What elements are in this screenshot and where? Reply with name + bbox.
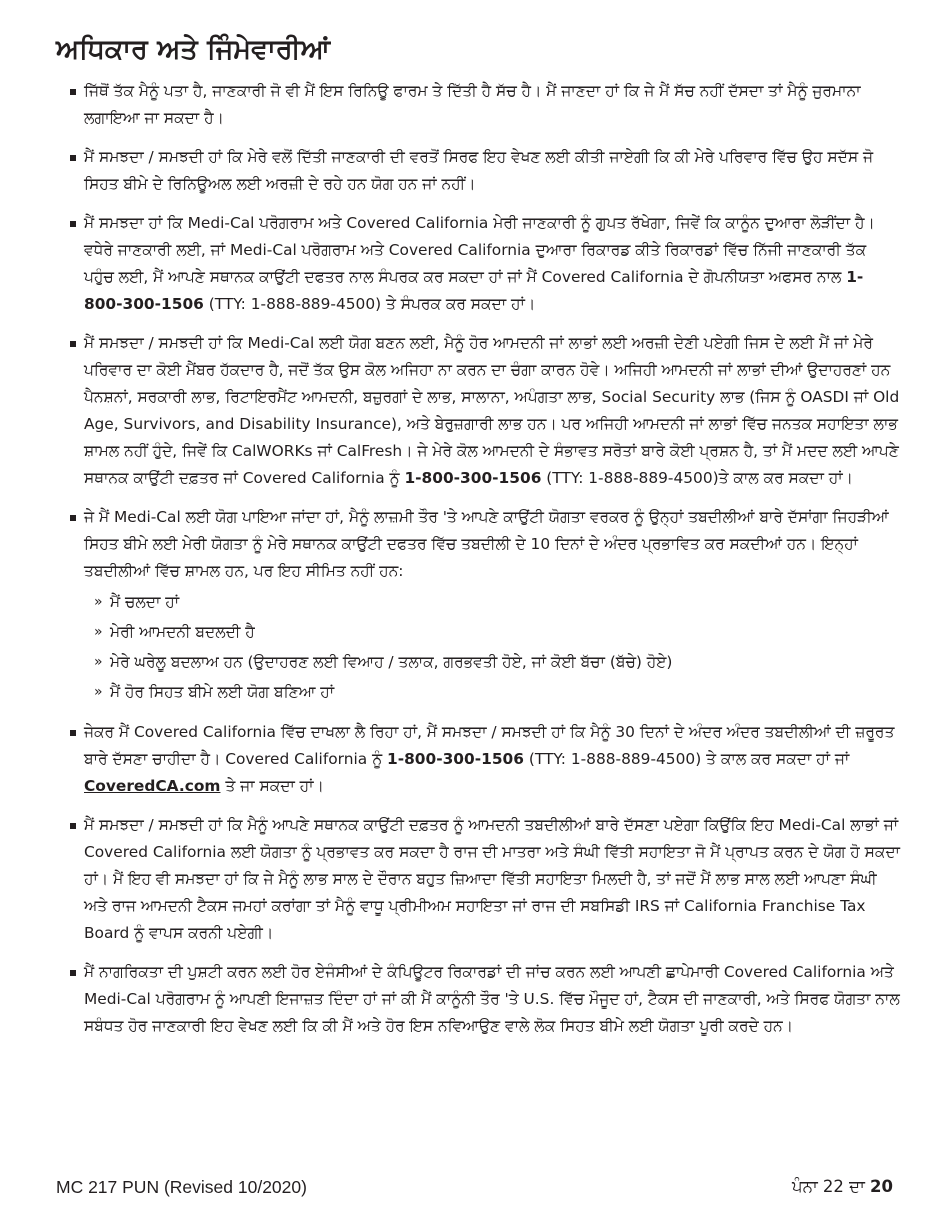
sub-list-item: » ਮੇਰੇ ਘਰੇਲੂ ਬਦਲਾਅ ਹਨ (ਉਦਾਹਰਣ ਲਈ ਵਿਆਹ / ਤਲਾਕ, ਗਰਭਵਤੀ ਹੋਏ, ਜਾਂ ਕੋਈ ਬੱਚਾ (ਬੱਚੇ) ਹੋਏ) xyxy=(94,647,900,677)
item-text: (TTY: 1-888-889-4500) ਤੇ ਕਾਲ ਕਰ ਸਕਦਾ ਹਾਂ ਜਾਂ xyxy=(523,750,850,768)
phone-number: 1-800-300-1506 xyxy=(386,750,524,768)
sub-list-item: » ਮੈਂ ਚਲਦਾ ਹਾਂ xyxy=(94,587,900,617)
rights-content xyxy=(70,78,900,1052)
page-title: ਅਧਿਕਾਰ ਅਤੇ ਜਿੰਮੇਵਾਰੀਆਂ xyxy=(56,34,331,65)
item-text: (TTY: 1-888-889-4500)ਤੇ ਕਾਲ ਕਰ ਸਕਦਾ ਹਾਂ। xyxy=(541,469,853,487)
list-item-other-income xyxy=(70,330,900,492)
item-text: ਮੈਂ ਸਮਝਦਾ / ਸਮਝਦੀ ਹਾਂ ਕਿ Medi-Cal ਲਈ ਯੋਗ ਬਣਨ ਲਈ, ਮੈਨੂੰ ਹੋਰ ਆਮਦਨੀ ਜਾਂ ਲਾਭਾਂ ਲਈ ਅਰਜ਼ੀ ਦੇਣੀ ਪਏਗੀ ਜਿਸ ਦੇ ਲਈ ਮੈਂ ਜਾਂ ਮੇਰੇ ਪਰਿਵਾਰ ਦਾ ਕੋਈ ਮੈਂਬਰ ਹੱਕਦਾਰ ਹੈ, ਜਦੋਂ ਤੱਕ ਉਸ ਕੋਲ ਅਜਿਹਾ ਨਾ ਕਰਨ ਦਾ ਚੰਗਾ ਕਾਰਨ ਹੋਵੇ। ਅਜਿਹੀ ਆਮਦਨੀ ਜਾਂ ਲਾਭਾਂ ਦੀਆਂ ਉਦਾਹਰਣਾਂ ਹਨ ਪੈਨਸ਼ਨਾਂ, ਸਰਕਾਰੀ ਲਾਭ, ਰਿਟਾਇਰਮੈਂਟ ਆਮਦਨੀ, ਬਜ਼ੁਰਗਾਂ ਦੇ ਲਾਭ, ਸਾਲਾਨਾ, ਅਪੰਗਤਾ ਲਾਭ, Social Security ਲਾਭ (ਜਿਸ ਨੂੰ OASDI ਜਾਂ Old Age, Survivors, and Disability Insurance), ਅਤੇ ਬੇਰੁਜ਼ਗਾਰੀ ਲਾਭ ਹਨ। ਪਰ ਅਜਿਹੀ ਆਮਦਨੀ ਜਾਂ ਲਾਭਾਂ ਵਿੱਚ ਜਨਤਕ ਸਹਾਇਤਾ ਲਾਭ ਸ਼ਾਮਲ ਨਹੀਂ ਹੁੰਦੇ, ਜਿਵੇਂ ਕਿ CalWORKs ਜਾਂ CalFresh। ਜੇ ਮੇਰੇ ਕੋਲ ਆਮਦਨੀ ਦੇ ਸੰਭਾਵਤ ਸਰੋਤਾਂ ਬਾਰੇ ਕੋਈ ਪ੍ਰਸ਼ਨ ਹੈ, ਤਾਂ ਮੈਂ ਮਦਦ ਲਈ ਆਪਣੇ ਸਥਾਨਕ ਕਾਉਂਟੀ ਦਫ਼ਤਰ ਜਾਂ Covered California ਨੂੰ xyxy=(84,334,900,487)
sub-list-item: » ਮੇਰੀ ਆਮਦਨੀ ਬਦਲਦੀ ਹੈ xyxy=(94,617,900,647)
list-item-covered-california-changes xyxy=(70,719,900,800)
coveredca-link[interactable]: CoveredCA.com xyxy=(84,777,221,795)
list-item-records-check xyxy=(70,959,900,1040)
page-total: 20 xyxy=(870,1177,893,1196)
list-item-accuracy xyxy=(70,78,900,132)
item-text: ਜੇਕਰ ਮੈਂ Covered California ਵਿੱਚ ਦਾਖਲਾ ਲੈ ਰਿਹਾ ਹਾਂ, ਮੈਂ ਸਮਝਦਾ / ਸਮਝਦੀ ਹਾਂ ਕਿ ਮੈਨੂੰ 30 ਦਿਨਾਂ ਦੇ ਅੰਦਰ ਅੰਦਰ ਤਬਦੀਲੀਆਂ ਦੀ ਜ਼ਰੂਰਤ ਬਾਰੇ ਦੱਸਣਾ ਚਾਹੀਦਾ ਹੈ। Covered California ਨੂੰ xyxy=(84,723,895,768)
list-item-privacy xyxy=(70,210,900,318)
item-text: ਜਿੱਥੋਂ ਤੱਕ ਮੈਨੂੰ ਪਤਾ ਹੈ, ਜਾਣਕਾਰੀ ਜੋ ਵੀ ਮੈਂ ਇਸ ਰਿਨਿਊ ਫਾਰਮ ਤੇ ਦਿੱਤੀ ਹੈ ਸੱਚ ਹੈ। ਮੈਂ ਜਾਣਦਾ ਹਾਂ ਕਿ ਜੇ ਮੈਂ ਸੱਚ ਨਹੀਂ ਦੱਸਦਾ ਤਾਂ ਮੈਨੂੰ ਜੁਰਮਾਨਾ ਲਗਾਇਆ ਜਾ ਸਕਦਾ ਹੈ। xyxy=(84,82,861,127)
phone-number: 1-800-300-1506 xyxy=(404,469,542,487)
item-text: ਮੈਂ ਨਾਗਰਿਕਤਾ ਦੀ ਪੁਸ਼ਟੀ ਕਰਨ ਲਈ ਹੋਰ ਏਜੰਸੀਆਂ ਦੇ ਕੰਪਿਊਟਰ ਰਿਕਾਰਡਾਂ ਦੀ ਜਾਂਚ ਕਰਨ ਲਈ ਆਪਣੀ ਛਾਪੇਮਾਰੀ Covered California ਅਤੇ Medi-Cal ਪਰੋਗਰਾਮ ਨੂੰ ਆਪਣੀ ਇਜਾਜ਼ਤ ਦਿੰਦਾ ਹਾਂ ਜਾਂ ਕੀ ਮੈਂ ਕਾਨੂੰਨੀ ਤੌਰ 'ਤੇ U.S. ਵਿੱਚ ਮੌਜੂਦ ਹਾਂ, ਟੈਕਸ ਦੀ ਜਾਣਕਾਰੀ, ਅਤੇ ਸਿਰਫ ਯੋਗਤਾ ਨਾਲ ਸਬੰਧਤ ਹੋਰ ਜਾਣਕਾਰੀ ਇਹ ਵੇਖਣ ਲਈ ਕਿ ਕੀ ਮੈਂ ਅਤੇ ਹੋਰ ਇਸ ਨਵਿਆਉਣ ਵਾਲੇ ਲੋਕ ਸਿਹਤ ਬੀਮੇ ਲਈ ਯੋਗਤਾ ਪੂਰੀ ਕਰਦੇ ਹਨ। xyxy=(84,963,900,1035)
item-text: ਮੈਂ ਸਮਝਦਾ / ਸਮਝਦੀ ਹਾਂ ਕਿ ਮੇਰੇ ਵਲੋਂ ਦਿੱਤੀ ਜਾਣਕਾਰੀ ਦੀ ਵਰਤੋਂ ਸਿਰਫ ਇਹ ਵੇਖਣ ਲਈ ਕੀਤੀ ਜਾਏਗੀ ਕਿ ਕੀ ਮੇਰੇ ਪਰਿਵਾਰ ਵਿੱਚ ਉਹ ਸਦੱਸ ਜੋ ਸਿਹਤ ਬੀਮੇ ਦੇ ਰਿਨਿਊਅਲ ਲਈ ਅਰਜ਼ੀ ਦੇ ਰਹੇ ਹਨ ਯੋਗ ਹਨ ਜਾਂ ਨਹੀਂ। xyxy=(84,148,874,193)
changes-sub-list xyxy=(84,587,900,707)
item-text: (TTY: 1-888-889-4500) ਤੇ ਸੰਪਰਕ ਕਰ ਸਕਦਾ ਹਾਂ। xyxy=(203,295,536,313)
form-id: MC 217 PUN (Revised 10/2020) xyxy=(56,1177,307,1197)
item-text: ਮੈਂ ਸਮਝਦਾ ਹਾਂ ਕਿ Medi-Cal ਪਰੋਗਰਾਮ ਅਤੇ Covered California ਮੇਰੀ ਜਾਣਕਾਰੀ ਨੂੰ ਗੁਪਤ ਰੱਖੇਗਾ, ਜਿਵੇਂ ਕਿ ਕਾਨੂੰਨ ਦੁਆਰਾ ਲੋੜੀਂਦਾ ਹੈ। ਵਧੇਰੇ ਜਾਣਕਾਰੀ ਲਈ, ਜਾਂ Medi-Cal ਪਰੋਗਰਾਮ ਅਤੇ Covered California ਦੁਆਰਾ ਰਿਕਾਰਡ ਕੀਤੇ ਰਿਕਾਰਡਾਂ ਵਿੱਚ ਨਿੱਜੀ ਜਾਣਕਾਰੀ ਤੱਕ ਪਹੁੰਚ ਲਈ, ਮੈਂ ਆਪਣੇ ਸਥਾਨਕ ਕਾਉਂਟੀ ਦਫਤਰ ਨਾਲ ਸੰਪਰਕ ਕਰ ਸਕਦਾ ਹਾਂ ਜਾਂ ਮੈਂ Covered California ਦੇ ਗੋਪਨੀਯਤਾ ਅਫਸਰ ਨਾਲ xyxy=(84,214,875,286)
sub-list-item: » ਮੈਂ ਹੋਰ ਸਿਹਤ ਬੀਮੇ ਲਈ ਯੋਗ ਬਣਿਆ ਹਾਂ xyxy=(94,677,900,707)
page-number xyxy=(792,1177,893,1197)
list-item-info-use xyxy=(70,144,900,198)
page-label: ਪੰਨਾ 22 ਦਾ xyxy=(791,1177,871,1196)
list-item-income-changes xyxy=(70,812,900,947)
rights-list xyxy=(70,78,900,1040)
item-text: ਜੇ ਮੈਂ Medi-Cal ਲਈ ਯੋਗ ਪਾਇਆ ਜਾਂਦਾ ਹਾਂ, ਮੈਨੂੰ ਲਾਜ਼ਮੀ ਤੌਰ 'ਤੇ ਆਪਣੇ ਕਾਉਂਟੀ ਯੋਗਤਾ ਵਰਕਰ ਨੂੰ ਉਨ੍ਹਾਂ ਤਬਦੀਲੀਆਂ ਬਾਰੇ ਦੱਸਾਂਗਾ ਜਿਹੜੀਆਂ ਸਿਹਤ ਬੀਮੇ ਲਈ ਮੇਰੀ ਯੋਗਤਾ ਨੂੰ ਮੇਰੇ ਸਥਾਨਕ ਕਾਉਂਟੀ ਦਫਤਰ ਵਿੱਚ ਤਬਦੀਲੀ ਦੇ 10 ਦਿਨਾਂ ਦੇ ਅੰਦਰ ਪ੍ਰਭਾਵਿਤ ਕਰ ਸਕਦੀਆਂ ਹਨ। ਇਨ੍ਹਾਂ ਤਬਦੀਲੀਆਂ ਵਿੱਚ ਸ਼ਾਮਲ ਹਨ, ਪਰ ਇਹ ਸੀਮਿਤ ਨਹੀਂ ਹਨ: xyxy=(84,508,889,580)
list-item-report-changes xyxy=(70,504,900,707)
item-text: ਮੈਂ ਸਮਝਦਾ / ਸਮਝਦੀ ਹਾਂ ਕਿ ਮੈਨੂੰ ਆਪਣੇ ਸਥਾਨਕ ਕਾਉਂਟੀ ਦਫ਼ਤਰ ਨੂੰ ਆਮਦਨੀ ਤਬਦੀਲੀਆਂ ਬਾਰੇ ਦੱਸਣਾ ਪਏਗਾ ਕਿਉਂਕਿ ਇਹ Medi-Cal ਲਾਭਾਂ ਜਾਂ Covered California ਲਈ ਯੋਗਤਾ ਨੂੰ ਪ੍ਰਭਾਵਤ ਕਰ ਸਕਦਾ ਹੈ ਰਾਜ ਦੀ ਮਾਤਰਾ ਅਤੇ ਸੰਘੀ ਵਿੱਤੀ ਸਹਾਇਤਾ ਜੋ ਮੈਂ ਪ੍ਰਾਪਤ ਕਰਨ ਦੇ ਯੋਗ ਹੋ ਸਕਦਾ ਹਾਂ। ਮੈਂ ਇਹ ਵੀ ਸਮਝਦਾ ਹਾਂ ਕਿ ਜੇ ਮੈਨੂੰ ਲਾਭ ਸਾਲ ਦੇ ਦੌਰਾਨ ਬਹੁਤ ਜ਼ਿਆਦਾ ਵਿੱਤੀ ਸਹਾਇਤਾ ਮਿਲਦੀ ਹੈ, ਤਾਂ ਜਦੋਂ ਮੈਂ ਲਾਭ ਸਾਲ ਲਈ ਆਪਣਾ ਸੰਘੀ ਅਤੇ ਰਾਜ ਆਮਦਨੀ ਟੈਕਸ ਜਮਹਾਂ ਕਰਾਂਗਾ ਤਾਂ ਮੈਨੂੰ ਵਾਧੂ ਪ੍ਰੀਮੀਅਮ ਸਹਾਇਤਾ ਜਾਂ ਰਾਜ ਦੀ ਸਬਸਿਡੀ IRS ਜਾਂ California Franchise Tax Board ਨੂੰ ਵਾਪਸ ਕਰਨੀ ਪਏਗੀ। xyxy=(84,816,900,942)
phone-number: 1-800-300-1506 xyxy=(84,268,864,313)
item-text: ਤੇ ਜਾ ਸਕਦਾ ਹਾਂ। xyxy=(220,777,324,795)
